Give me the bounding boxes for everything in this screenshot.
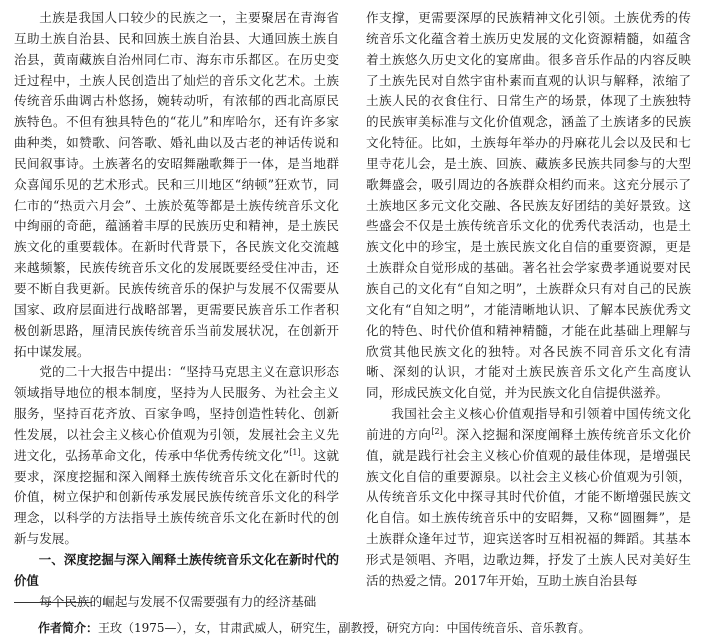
body-paragraph: 每个民族的崛起与发展不仅需要强有力的经济基础	[39, 593, 317, 609]
left-column	[14, 8, 339, 612]
author-bio-label: 作者简介：	[38, 621, 99, 635]
author-bio	[38, 620, 591, 636]
section-heading: 一、深度挖掘与深入阐释土族传统音乐文化在新时代的价值	[14, 551, 339, 588]
right-column	[366, 8, 691, 592]
author-bio-text: 王玫（1975—），女，甘肃武威人，研究生，副教授，研究方向：中国传统音乐、音乐教育。	[98, 621, 591, 635]
citation-marker: [1]	[289, 447, 301, 457]
footnote-divider	[14, 602, 92, 603]
paragraph-text: 。这就要求，深度挖掘和深入阐释土族传统音乐文化在新时代的价值，树立保护和创新传承发展民族传统音乐文化的科学理念，以科学的方法指导土族传统音乐文化在新时代的创新与发展。	[14, 447, 339, 547]
citation-marker: [2]	[431, 426, 443, 436]
paragraph-text: 。深入挖掘和深度阐释土族传统音乐文化价值，就是践行社会主义核心价值观的最佳体现，是增强民族文化自信的重要源泉。以社会主义核心价值观为引领，从传统音乐文化中探寻其时代价值，才能不断增强民族文化自信。如土族传统音乐中的安昭舞，又称“圆圈舞”，是土族群众逢年过节，迎宾送客时互相祝福的舞蹈。其基本形式是领唱、齐唱，边歌边舞，抒发了土族人民对美好生活的热爱之情。2017年开始，互助土族自治县每	[366, 426, 692, 588]
body-paragraph	[366, 404, 691, 592]
body-paragraph: 作支撑，更需要深厚的民族精神文化引领。土族优秀的传统音乐文化蕴含着土族历史发展的文化资源精髓，如蕴含着土族悠久历史文化的宴席曲。很多音乐作品的内容反映了土族先民对自然宇宙朴素而直观的认识与解释，浓缩了土族人民的衣食住行、日常生产的场景，体现了土族独特的民族审美标准与文化价值观念，涵盖了土族诸多的民族文化特征。比如，土族每年举办的丹麻花儿会以及民和七里寺花儿会，是土族、回族、藏族多民族共同参与的大型歌舞盛会，吸引周边的各族群众相约而来。这充分展示了土族地区多元文化交融、各民族友好团结的美好景致。这些盛会不仅是土族传统音乐文化的优秀代表活动，也是土族文化中的珍宝，是土族民族文化自信的重要资源，更是土族群众自觉形成的基础。著名社会学家费孝通说要对民族自己的文化有“自知之明”，土族群众只有对自己的民族文化有“自知之明”，才能清晰地认识、了解本民族优秀文化的特色、时代价值和精神精髓，才能在此基础上理解与欣赏其他民族文化的独特。对各民族不同音乐文化有清晰、深刻的认识，才能对土族民族音乐文化产生高度认同，形成民族文化自觉，并为民族文化自信提供滋养。	[366, 10, 691, 401]
body-paragraph: 土族是我国人口较少的民族之一，主要聚居在青海省互助土族自治县、民和回族土族自治县、大通回族土族自治县，黄南藏族自治州同仁市、海东市乐都区。在历史变迁过程中，土族人民创造出了灿烂的音乐文化艺术。土族传统音乐曲调古朴悠扬，婉转动听，有浓郁的西北高原民族特色。不但有独具特色的“花儿”和库哈尔，还有许多家曲种类，如赞歌、问答歌、婚礼曲以及古老的神话传说和民间叙事诗。土族著名的安昭舞融歌舞于一体，是当地群众喜闻乐见的艺术形式。民和三川地区“纳顿”狂欢节，同仁市的“热贡六月会”、土族於菟等都是土族传统音乐文化中绚丽的奇葩，蕴涵着丰厚的民族历史和精神，是土族民族文化的重要载体。在新时代背景下，各民族文化交流越来越频繁，民族传统音乐文化的发展既要经受住冲击，还要不断自我更新。民族传统音乐的保护与发展不仅需要从国家、政府层面进行战略部署，更需要民族音乐工作者积极创新思路，厘清民族传统音乐当前发展状况，在创新开拓中谋发展。	[14, 10, 339, 359]
paragraph-text: 我国社会主义核心价值观指导和引领着中国传统文化前进的方向	[366, 406, 691, 442]
body-paragraph	[14, 362, 339, 550]
paragraph-text: 党的二十大报告中提出：“坚持马克思主义在意识形态领域指导地位的根本制度，坚持为人民服务、为社会主义服务，坚持百花齐放、百家争鸣，坚持创造性转化、创新性发展，以社会主义核心价值观为引领，发展社会主义先进文化，弘扬革命文化，传承中华优秀传统文化”	[14, 364, 339, 463]
